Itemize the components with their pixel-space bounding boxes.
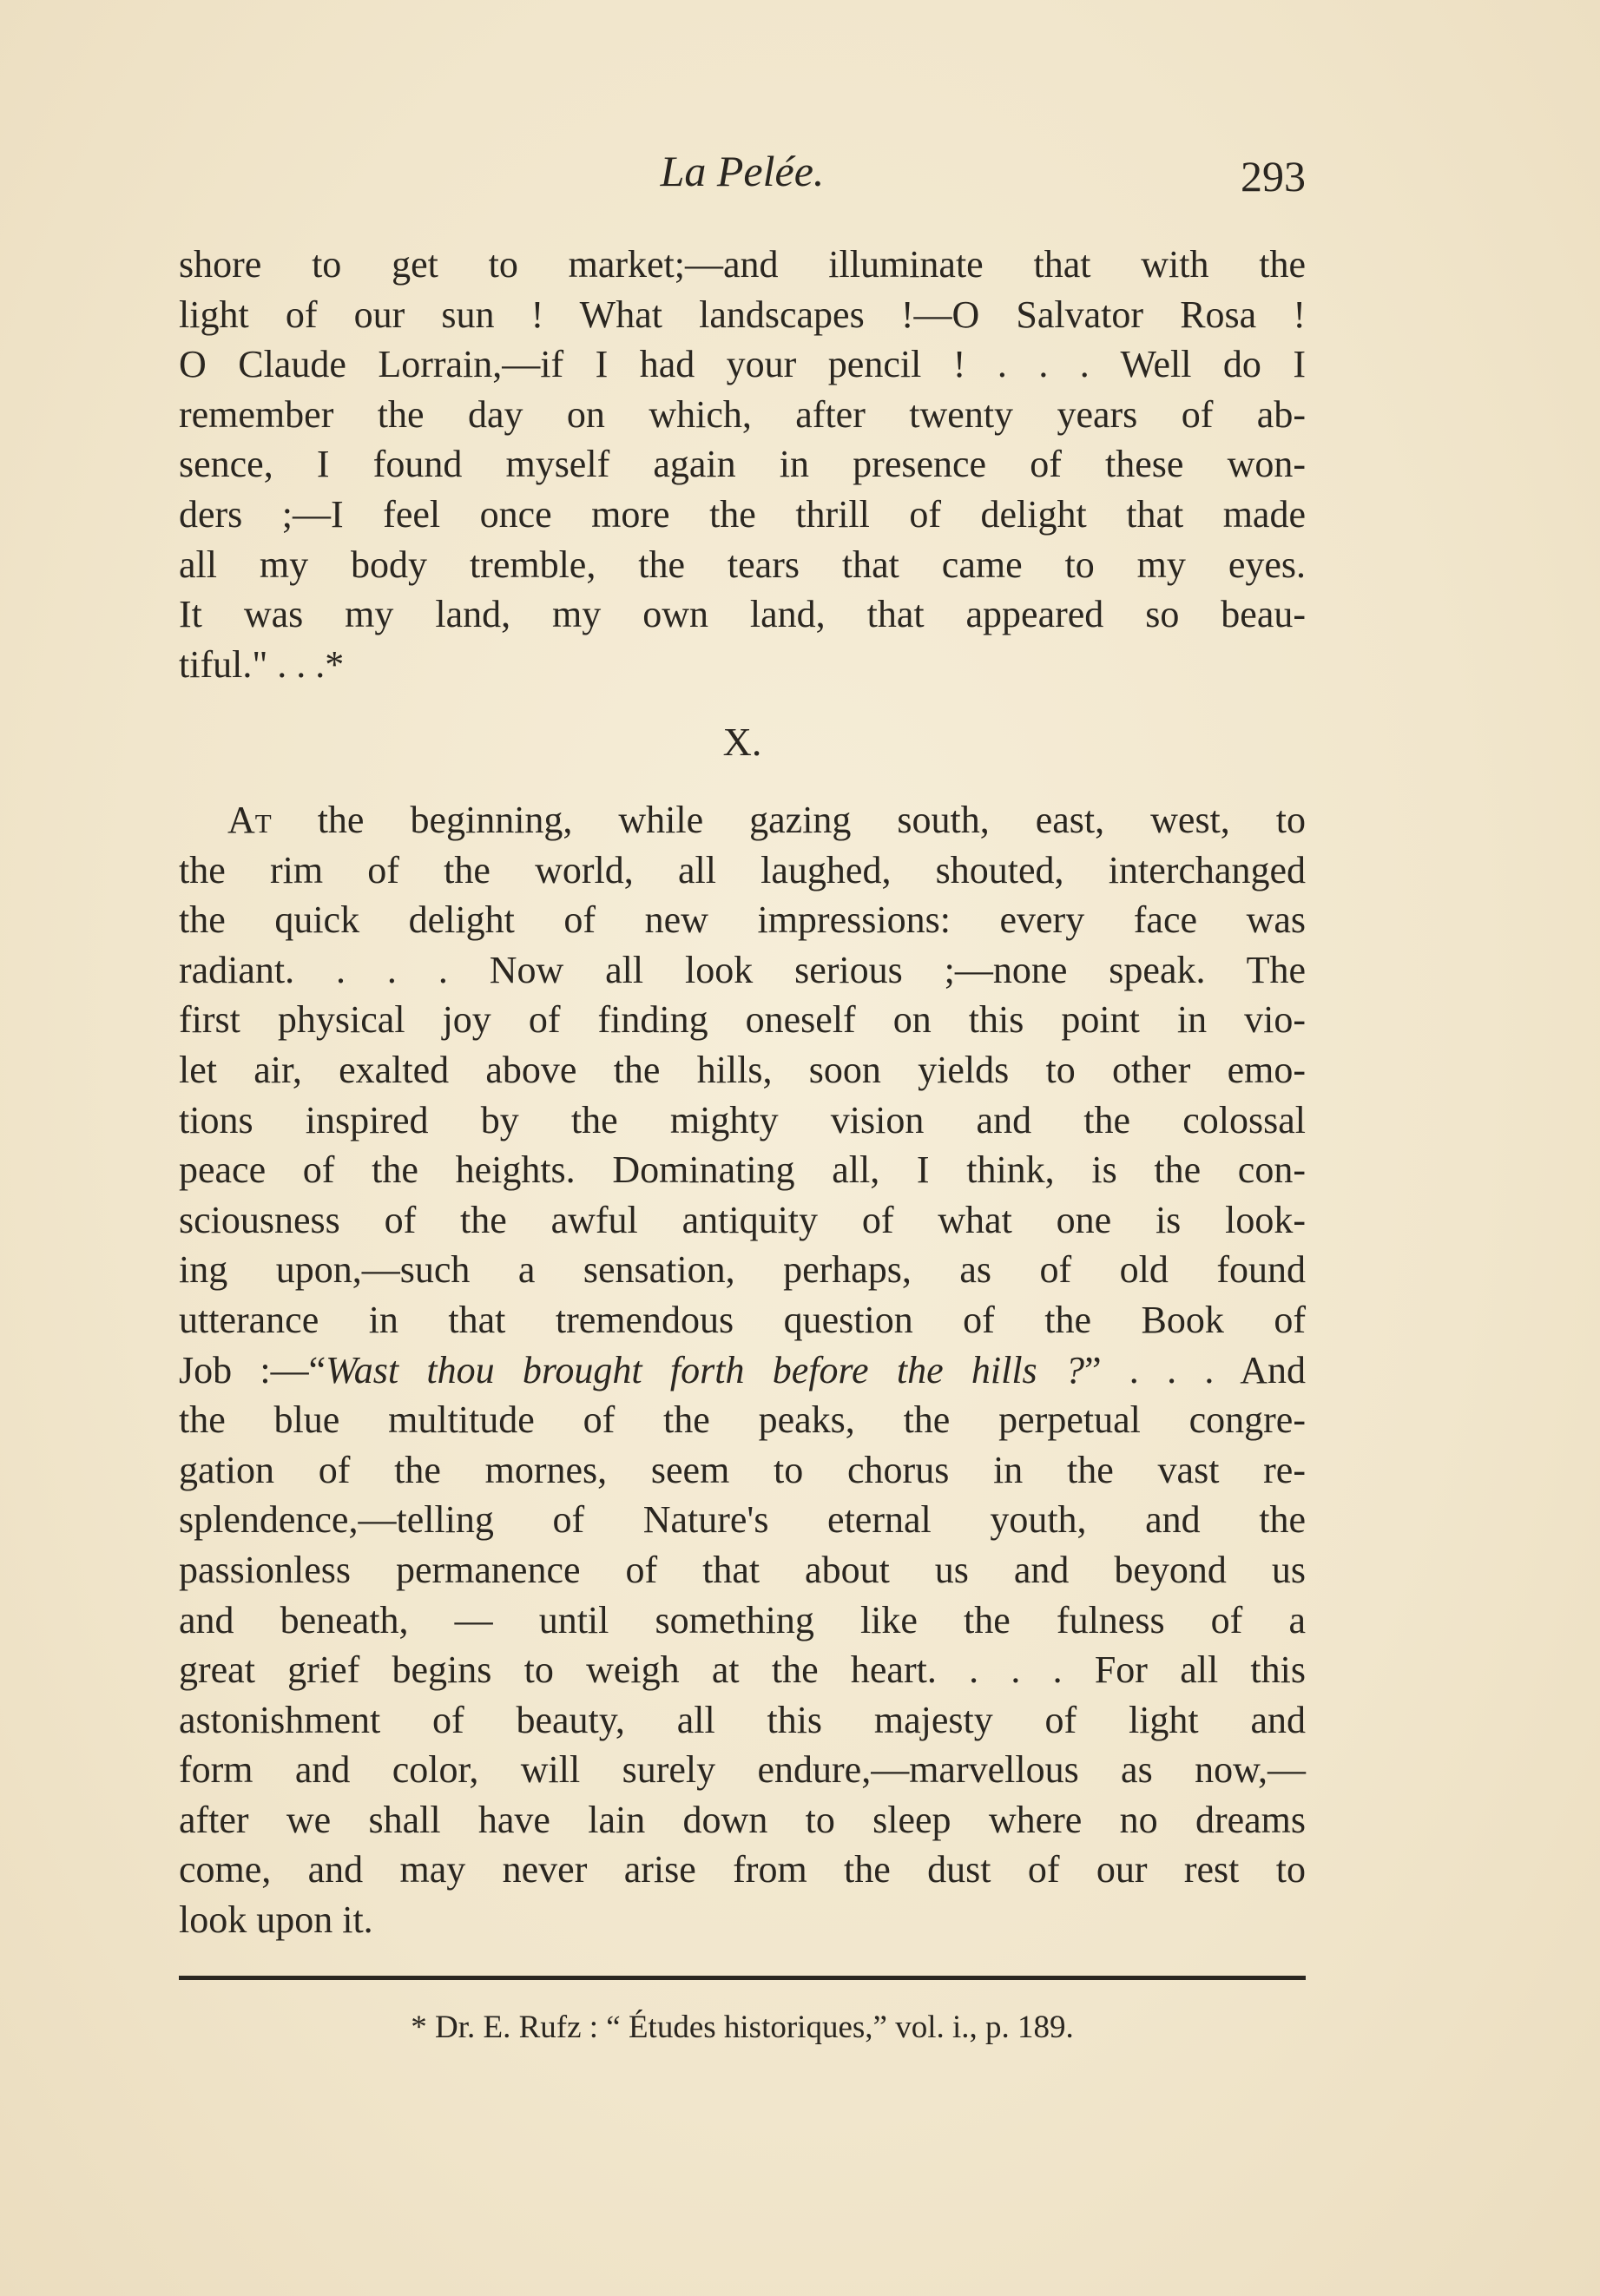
text-line: peace of the heights. Dominating all, I think, is the con- (179, 1148, 1306, 1192)
text-line: passionless permanence of that about us and beyond us (179, 1548, 1306, 1591)
text-line: tiful." . . .* (179, 642, 345, 686)
text-line: come, and may never arise from the dust of our rest to (179, 1848, 1306, 1891)
page-header (179, 146, 1306, 207)
text-line: shore to get to market;—and illuminate that with the (179, 243, 1306, 286)
text-line-first (179, 795, 1306, 845)
text-line: gation of the mornes, seem to chorus in the vast re- (179, 1448, 1306, 1491)
text-line: ders ;—I feel once more the thrill of delight that made (179, 492, 1306, 536)
text-line: the blue multitude of the peaks, the perpetual congre- (179, 1398, 1306, 1442)
footnote: * Dr. E. Rufz : “ Études historiques,” vol. i., p. 189. (411, 2010, 1074, 2045)
footnote-rule (179, 1976, 1306, 1980)
job-prefix: Job :—“ (179, 1348, 326, 1391)
page-number: 293 (1241, 152, 1306, 201)
text-line: after we shall have lain down to sleep where no dreams (179, 1798, 1306, 1841)
text-line-job (179, 1345, 1306, 1396)
text-line: ing upon,—such a sensation, perhaps, as of old found (179, 1248, 1306, 1292)
text-line: light of our sun ! What landscapes !—O Salvator Rosa ! (179, 293, 1306, 336)
text-line: astonishment of beauty, all this majesty of light and (179, 1698, 1306, 1741)
text-line: splendence,—telling of Nature's eternal youth, and the (179, 1498, 1306, 1542)
text-line: look upon it. (179, 1898, 373, 1942)
text-line: sciousness of the awful antiquity of what one is look- (179, 1198, 1306, 1241)
text-line: form and color, will surely endure,—marvellous as now,— (179, 1748, 1306, 1792)
text-line: all my body tremble, the tears that came to my eyes. (179, 543, 1306, 586)
text-line: It was my land, my own land, that appeared so beau- (179, 593, 1306, 636)
text-line: utterance in that tremendous question of the Book of (179, 1298, 1306, 1341)
job-suffix: ” . . . And (1083, 1348, 1306, 1391)
text-line: the quick delight of new impressions: every face was (179, 898, 1306, 942)
text-line: and beneath, — until something like the fulness of a (179, 1598, 1306, 1641)
paragraph-1 (179, 240, 1306, 689)
section-heading: X. (722, 720, 762, 764)
first-line-text: the beginning, while gazing south, east, west, to (271, 799, 1306, 841)
text-line: remember the day on which, after twenty years of ab- (179, 392, 1306, 436)
running-title: La Pelée. (660, 147, 825, 195)
job-quote: Wast thou brought forth before the hills ? (326, 1348, 1084, 1391)
text-line: the rim of the world, all laughed, shouted, interchanged (179, 848, 1306, 891)
text-line: sence, I found myself again in presence of these won- (179, 443, 1306, 486)
text-line: let air, exalted above the hills, soon yields to other emo- (179, 1048, 1306, 1091)
text-line: first physical joy of finding oneself on this point in vio- (179, 998, 1306, 1042)
text-line: great grief begins to weigh at the heart. . . . For all this (179, 1648, 1306, 1692)
text-line: O Claude Lorrain,—if I had your pencil ! . . . Well do I (179, 343, 1306, 386)
text-line: tions inspired by the mighty vision and the colossal (179, 1098, 1306, 1141)
paragraph-2 (179, 795, 1306, 1945)
drop-word: At (227, 799, 272, 841)
text-line: radiant. . . . Now all look serious ;—none speak. The (179, 948, 1306, 991)
